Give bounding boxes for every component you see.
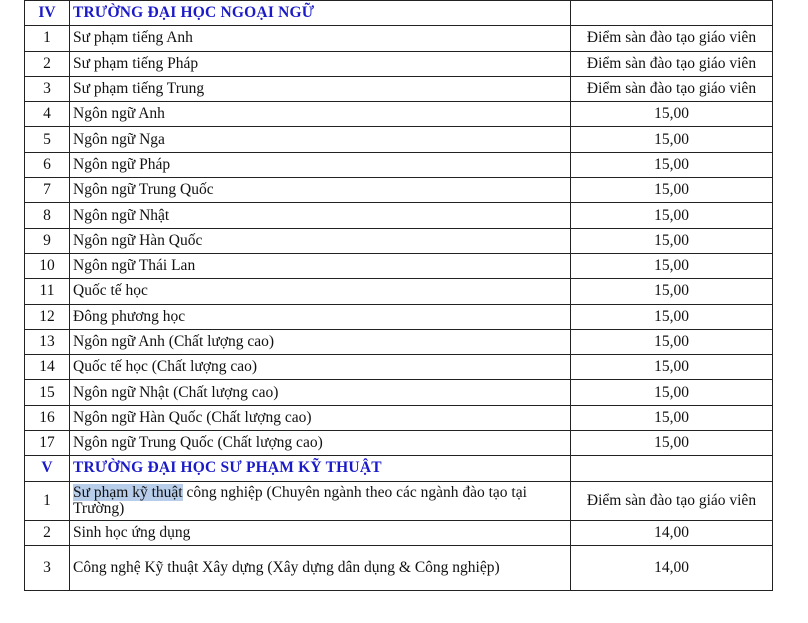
table-row [25,304,773,329]
admission-score-table [24,0,773,591]
score-cell: Điểm sàn đào tạo giáo viên [571,76,773,101]
score-cell: 15,00 [571,431,773,456]
score-cell: 15,00 [571,102,773,127]
table-row [25,481,773,520]
section-empty-cell [571,1,773,26]
major-name: Công nghệ Kỹ thuật Xây dựng (Xây dựng dân dụng & Công nghiệp) [70,545,571,590]
table-row [25,253,773,278]
table-row [25,228,773,253]
row-number: 15 [25,380,70,405]
score-cell: 15,00 [571,304,773,329]
row-number: 10 [25,253,70,278]
score-cell: 14,00 [571,545,773,590]
major-name: Ngôn ngữ Trung Quốc (Chất lượng cao) [70,431,571,456]
row-number: 3 [25,545,70,590]
selected-text-highlight[interactable]: Sư phạm kỹ thuật [73,483,183,501]
major-name: Ngôn ngữ Thái Lan [70,253,571,278]
table-row [25,76,773,101]
row-number: 5 [25,127,70,152]
score-cell: 15,00 [571,380,773,405]
score-cell: Điểm sàn đào tạo giáo viên [571,51,773,76]
row-number: 13 [25,329,70,354]
row-number: 1 [25,481,70,520]
major-name: Quốc tế học (Chất lượng cao) [70,355,571,380]
table-row [25,127,773,152]
row-number: 3 [25,76,70,101]
section-empty-cell [571,456,773,481]
row-number: 8 [25,203,70,228]
section-title: TRƯỜNG ĐẠI HỌC NGOẠI NGỮ [70,1,571,26]
row-number: 17 [25,431,70,456]
row-number: 4 [25,102,70,127]
major-name: Ngôn ngữ Hàn Quốc (Chất lượng cao) [70,405,571,430]
row-number: 2 [25,520,70,545]
section-title: TRƯỜNG ĐẠI HỌC SƯ PHẠM KỸ THUẬT [70,456,571,481]
major-name: Sư phạm tiếng Pháp [70,51,571,76]
score-cell: 15,00 [571,178,773,203]
table-row [25,51,773,76]
table-row [25,152,773,177]
major-name: Sư phạm tiếng Trung [70,76,571,101]
row-number: 2 [25,51,70,76]
score-cell: Điểm sàn đào tạo giáo viên [571,26,773,51]
score-cell: 15,00 [571,253,773,278]
section-header-row [25,1,773,26]
section-roman: V [25,456,70,481]
score-cell: 15,00 [571,329,773,354]
row-number: 6 [25,152,70,177]
row-number: 12 [25,304,70,329]
table-row [25,329,773,354]
row-number: 16 [25,405,70,430]
major-name: Ngôn ngữ Nhật (Chất lượng cao) [70,380,571,405]
table-row [25,203,773,228]
major-name: Ngôn ngữ Hàn Quốc [70,228,571,253]
table-row [25,405,773,430]
major-name: Ngôn ngữ Anh (Chất lượng cao) [70,329,571,354]
table-row [25,355,773,380]
major-name: Ngôn ngữ Pháp [70,152,571,177]
score-cell: 14,00 [571,520,773,545]
major-name: Sư phạm tiếng Anh [70,26,571,51]
score-cell: 15,00 [571,355,773,380]
major-name: Ngôn ngữ Nhật [70,203,571,228]
major-name: công nghiệp (Chuyên ngành theo các ngành đào tạo tại Trường) [73,483,527,517]
major-name: Đông phương học [70,304,571,329]
score-cell: 15,00 [571,279,773,304]
row-number: 14 [25,355,70,380]
table-row [25,520,773,545]
major-name: Ngôn ngữ Anh [70,102,571,127]
table-row [25,279,773,304]
table-row [25,380,773,405]
score-cell: Điểm sàn đào tạo giáo viên [571,481,773,520]
major-name: Sinh học ứng dụng [70,520,571,545]
row-number: 9 [25,228,70,253]
score-cell: 15,00 [571,203,773,228]
major-name-cell [70,481,571,520]
row-number: 11 [25,279,70,304]
row-number: 7 [25,178,70,203]
score-cell: 15,00 [571,228,773,253]
table-row [25,102,773,127]
section-roman: IV [25,1,70,26]
major-name: Quốc tế học [70,279,571,304]
score-cell: 15,00 [571,127,773,152]
major-name: Ngôn ngữ Trung Quốc [70,178,571,203]
score-cell: 15,00 [571,152,773,177]
table-row [25,178,773,203]
table-row [25,26,773,51]
score-cell: 15,00 [571,405,773,430]
table-row [25,431,773,456]
major-name: Ngôn ngữ Nga [70,127,571,152]
row-number: 1 [25,26,70,51]
section-header-row [25,456,773,481]
table-row [25,545,773,590]
